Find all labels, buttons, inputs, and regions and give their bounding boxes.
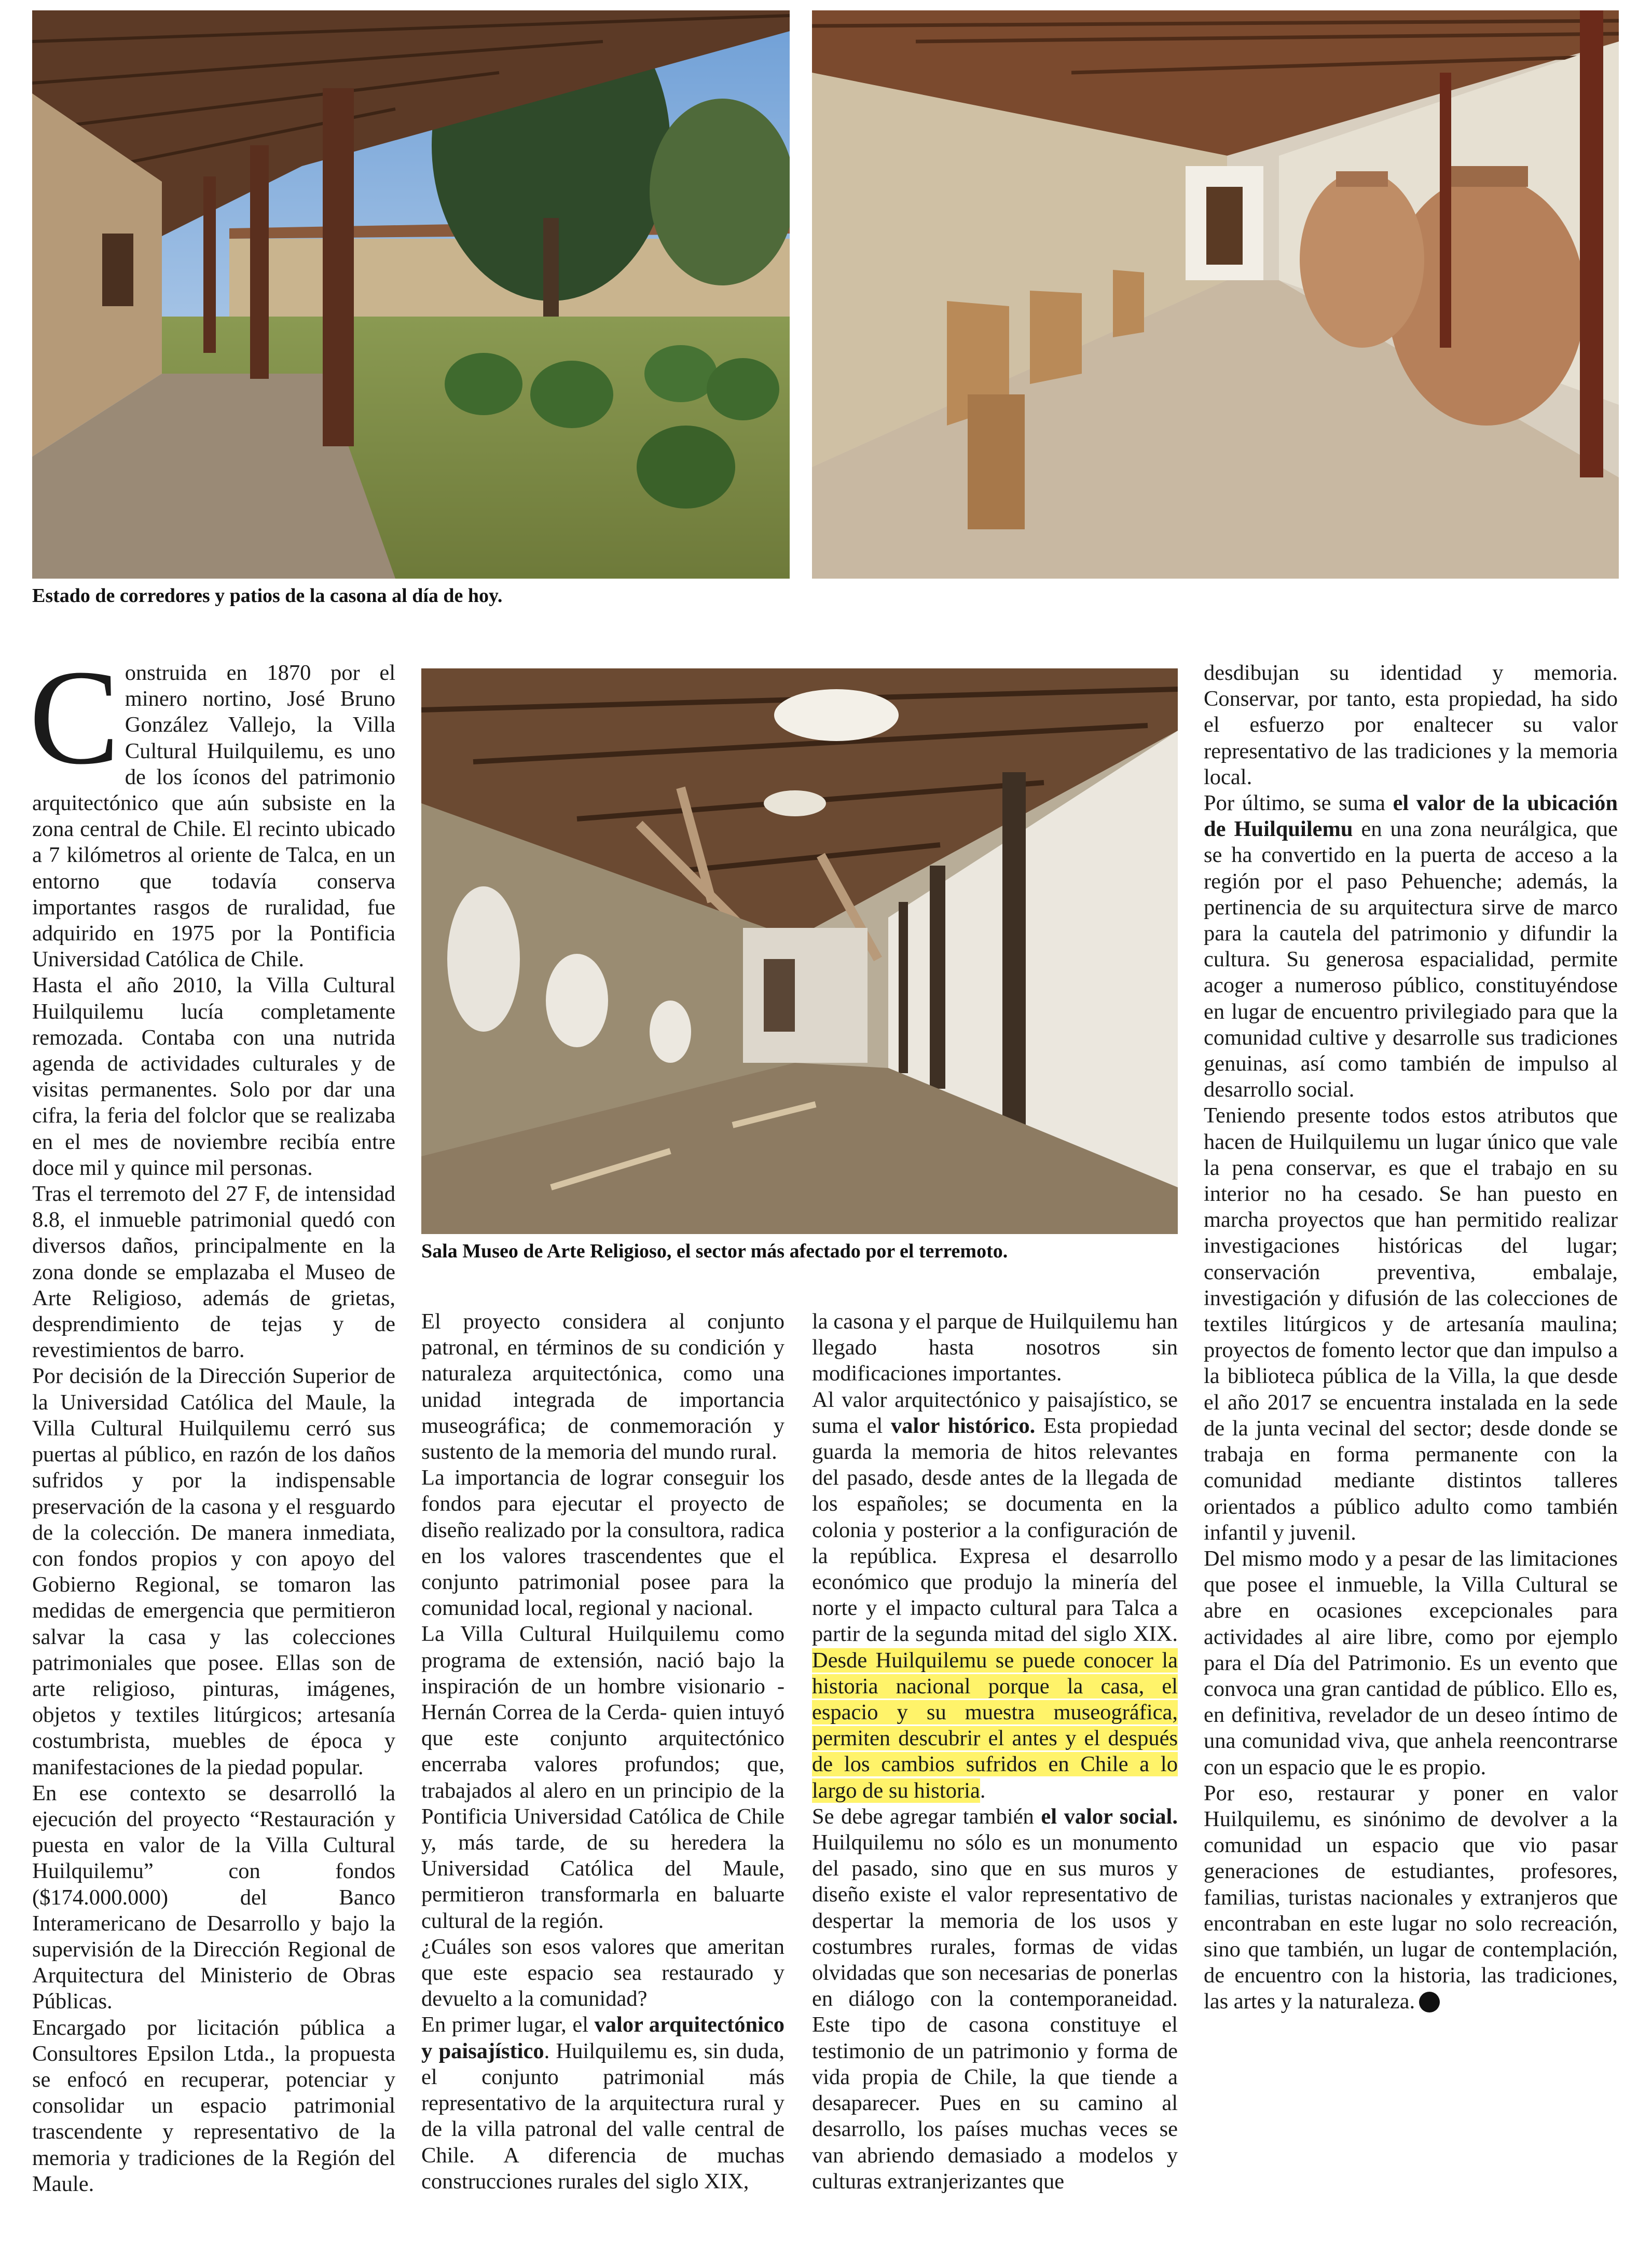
paragraph: Al valor arquitectónico y paisajístico, se suma el valor histórico. Esta propiedad guarda la memoria de hitos relevantes del pasado, desde antes de la llegada de los españoles; se documenta en la colonia y posterior a la configuración de la república. Expresa el desarrollo económico que produjo la minería del norte y el impacto cultural para Talca a partir de la segunda mitad del siglo XIX. Desde Huilquilemu se puede conocer la historia nacional porque la casa, el espacio y su muestra museográfica, permiten descubrir el antes y el después de los cambios sufridos en Chile a lo largo de su historia.	[812, 1387, 1178, 1803]
paragraph: ¿Cuáles son esos valores que ameritan que este espacio sea restaurado y devuelto a la comunidad?	[421, 1934, 784, 2011]
bold-term: valor histórico.	[891, 1413, 1036, 1438]
paragraph: En primer lugar, el valor arquitectónico y paisajístico. Huilquilemu es, sin duda, el conjunto patrimonial más representativo de la arquitectura rural y de la villa patronal del valle central de Chile. A diferencia de muchas construcciones rurales del siglo XIX,	[421, 2012, 784, 2194]
caption-middle: Sala Museo de Arte Religioso, el sector más afectado por el terremoto.	[421, 1240, 1008, 1262]
end-of-article-bullet-icon	[1419, 1992, 1440, 2012]
photo-museum-room	[421, 668, 1178, 1234]
paragraph: Por eso, restaurar y poner en valor Huilquilemu, es sinónimo de devolver a la comunidad un espacio que vio pasar generaciones de estudiantes, profesores, familias, turistas nacionales y extranjeros que encontraban en este lugar no solo recreación, sino que también, un lugar de contemplación, de encuentro con la historia, las tradiciones, las artes y la naturaleza.	[1204, 1781, 1618, 2014]
paragraph: Teniendo presente todos estos atributos que hacen de Huilquilemu un lugar único que vale la pena conservar, es que el trabajo en su interior no ha cesado. Se han puesto en marcha proyectos que han permitido realizar investigaciones históricas del lugar; conservación preventiva, embalaje, investigación y difusión de las colecciones de textiles litúrgicos y de artesanía maulina; proyectos de fomento lector que dan impulso a la biblioteca pública de la Villa, la que desde el año 2017 se encuentra instalada en la sede de la junta vecinal del sector; desde donde se trabaja en forma permanente con la comunidad mediante distintos talleres orientados a público adulto como también infantil y juvenil.	[1204, 1103, 1618, 1545]
photo-corridor-patio	[32, 10, 790, 579]
article-column-1	[29, 642, 395, 2197]
highlighted-text: Desde Huilquilemu se puede conocer la historia nacional porque la casa, el espacio y su muestra museográfica, permiten descubrir el antes y el después de los cambios sufridos en Chile a lo largo de su historia	[812, 1648, 1178, 1803]
paragraph: Por decisión de la Dirección Superior de la Universidad Católica del Maule, la Villa Cultural Huilquilemu cerró sus puertas al público, en razón de los daños sufridos y por la indispensable preservación de la casona y el resguardo de la colección. De manera inmediata, con fondos propios y con apoyo del Gobierno Regional, se tomaron las medidas de emergencia que permitieron salvar la casa y las colecciones patrimoniales que posee. Ellas son de arte religioso, pinturas, imágenes, objetos y textiles litúrgicos; artesanía costumbrista, muebles de época y manifestaciones de la piedad popular.	[32, 1364, 395, 1779]
paragraph: Encargado por licitación pública a Consultores Epsilon Ltda., la propuesta se enfocó en recuperar, potenciar y consolidar un espacio patrimonial trascendente y representativo de la memoria y tradiciones de la Región del Maule.	[32, 2015, 395, 2196]
paragraph: La importancia de lograr conseguir los fondos para ejecutar el proyecto de diseño realizado por la consultora, radica en los valores trascendentes que el conjunto patrimonial posee para la comunidad local, regional y nacional.	[421, 1466, 784, 1621]
paragraph: En ese contexto se desarrolló la ejecución del proyecto “Restauración y puesta en valor de la Villa Cultural Huilquilemu” con fondos ($174.000.000) del Banco Interamericano de Desarrollo y bajo la supervisión de la Dirección Regional de Arquitectura del Ministerio de Obras Públicas.	[32, 1781, 395, 2014]
paragraph: Del mismo modo y a pesar de las limitaciones que posee el inmueble, la Villa Cultural se abre en ocasiones excepcionales para actividades al aire libre, como por ejemplo para el Día del Patrimonio. Es un evento que convoca una gran cantidad de público. Ello es, en definitiva, revelador de un deseo íntimo de una comunidad viva, que anhela reencontrarse con un espacio que le es propio.	[1204, 1546, 1618, 1779]
bold-term: el valor social.	[1041, 1804, 1178, 1829]
caption-top: Estado de corredores y patios de la casona al día de hoy.	[32, 585, 503, 607]
paragraph: desdibujan su identidad y memoria. Conservar, por tanto, esta propiedad, ha sido el esfuerzo por enaltecer su valor representativo de las tradiciones y la memoria local.	[1204, 661, 1618, 789]
corridor-patio-illustration	[32, 10, 790, 579]
paragraph: la casona y el parque de Huilquilemu han llegado hasta nosotros sin modificaciones importantes.	[812, 1309, 1178, 1386]
bold-term: valor arquitectónico y paisajístico	[421, 2012, 784, 2063]
corridor-urns-illustration	[812, 10, 1619, 579]
paragraph: Tras el terremoto del 27 F, de intensidad 8.8, el inmueble patrimonial quedó con diversos daños, principalmente en la zona donde se emplazaba el Museo de Arte Religioso, además de grietas, desprendimiento de tejas y de revestimientos de barro.	[32, 1182, 395, 1363]
paragraph: Por último, se suma el valor de la ubicación de Huilquilemu en una zona neurálgica, que se ha convertido en la puerta de acceso a la región por el paso Pehuenche; además, la pertinencia de su arquitectura sirve de marco para la cautela del patrimonio y difundir la cultura. Su generosa espacialidad, permite acoger a numeroso público, constituyéndose en lugar de encuentro privilegiado para que la comunidad cultive y desarrolle sus tradiciones genuinas, así como también de impulso al desarrollo social.	[1204, 791, 1618, 1102]
paragraph: Se debe agregar también el valor social. Huilquilemu no sólo es un monumento del pasado, sino que en sus muros y diseño existe el valor representativo de despertar la memoria de los usos y costumbres rurales, formas de vidas olvidadas que son necesarias de ponerlas en diálogo con la contemporaneidad. Este tipo de casona constituye el testimonio de un patrimonio y forma de vida propia de Chile, la que tiende a desaparecer. Pues en su camino al desarrollo, los países muchas veces se van abriendo demasiado a modelos y culturas extranjerizantes que	[812, 1804, 1178, 2194]
drop-cap: C	[29, 642, 120, 792]
article-column-3	[812, 1309, 1178, 2195]
paragraph: Hasta el año 2010, la Villa Cultural Huilquilemu lucía completamente remozada. Contaba con una nutrida agenda de actividades culturales y de visitas permanentes. Solo por dar una cifra, la feria del folclor que se realizaba en el mes de noviembre recibía entre doce mil y quince mil personas.	[32, 973, 395, 1180]
bold-term: el valor de la ubicación de Huilquilemu	[1204, 791, 1618, 842]
museum-room-illustration	[421, 668, 1178, 1234]
article-column-2	[421, 1309, 784, 2195]
paragraph: Construida en 1870 por el minero nortino, José Bruno González Vallejo, la Villa Cultural Huilquilemu, es uno de los íconos del patrimonio arquitectónico que aún subsiste en la zona central de Chile. El recinto ubicado a 7 kilómetros al oriente de Talca, en un entorno que todavía conserva importantes rasgos de ruralidad, fue adquirido en 1975 por la Pontificia Universidad Católica de Chile.	[29, 642, 395, 972]
paragraph: La Villa Cultural Huilquilemu como programa de extensión, nació bajo la inspiración de un hombre visionario -Hernán Correa de la Cerda- quien intuyó que este conjunto arquitectónico encerraba valores profundos; que, trabajados al alero en un principio de la Pontificia Universidad Católica de Chile y, más tarde, de su heredera la Universidad Católica del Maule, permitieron transformarla en baluarte cultural de la región.	[421, 1622, 784, 1933]
article-column-4	[1204, 660, 1618, 2015]
photo-corridor-urns	[812, 10, 1619, 579]
paragraph: El proyecto considera al conjunto patronal, en términos de su condición y naturaleza arquitectónica, como una unidad integrada de importancia museográfica; de conmemoración y sustento de la memoria del mundo rural.	[421, 1309, 784, 1464]
